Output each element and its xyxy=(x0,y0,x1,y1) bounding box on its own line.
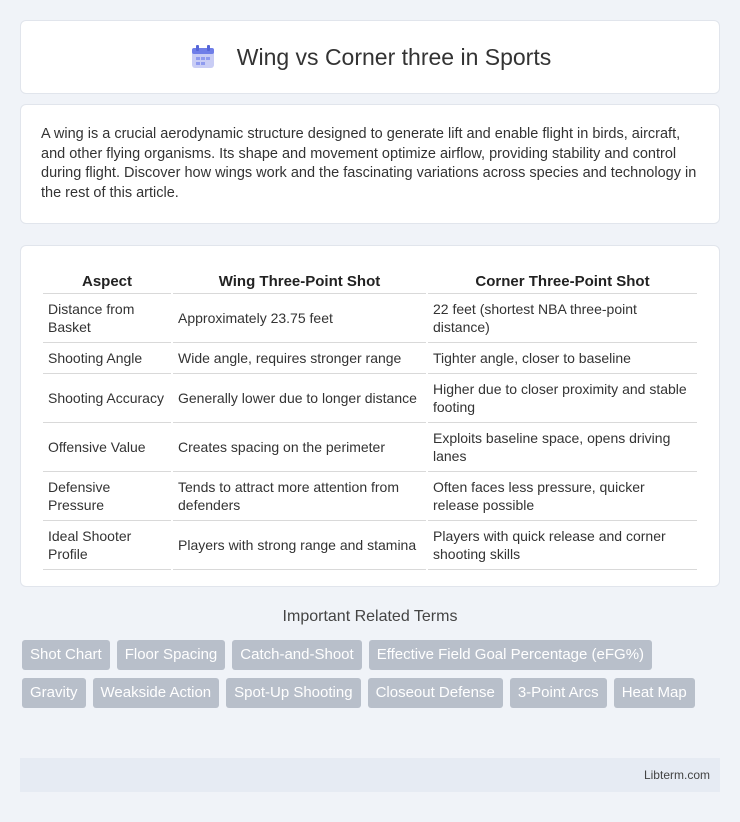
table-cell: Players with quick release and corner shooting skills xyxy=(428,521,697,570)
table-row xyxy=(43,374,697,423)
table-row xyxy=(43,423,697,472)
table-header-row xyxy=(43,266,697,294)
footer xyxy=(20,758,720,792)
related-terms-title: Important Related Terms xyxy=(282,608,458,625)
related-terms-list xyxy=(22,640,712,708)
related-term-tag[interactable]: Shot Chart xyxy=(22,640,110,670)
table-cell: Ideal Shooter Profile xyxy=(43,521,171,570)
related-term-tag[interactable]: Spot-Up Shooting xyxy=(226,678,360,708)
comparison-table xyxy=(41,266,699,570)
table-cell: Shooting Accuracy xyxy=(43,374,171,423)
table-row xyxy=(43,294,697,343)
related-term-tag[interactable]: Effective Field Goal Percentage (eFG%) xyxy=(369,640,652,670)
table-cell: Tends to attract more attention from defenders xyxy=(173,472,426,521)
footer-site-link[interactable]: Libterm.com xyxy=(643,768,710,782)
related-term-tag[interactable]: Catch-and-Shoot xyxy=(232,640,361,670)
related-term-tag[interactable]: Gravity xyxy=(22,678,86,708)
related-term-tag[interactable]: Closeout Defense xyxy=(368,678,503,708)
table-cell: Exploits baseline space, opens driving lanes xyxy=(428,423,697,472)
intro-card xyxy=(20,104,720,224)
related-term-tag[interactable]: Weakside Action xyxy=(93,678,220,708)
table-cell: Tighter angle, closer to baseline xyxy=(428,343,697,374)
table-cell: Distance from Basket xyxy=(43,294,171,343)
table-row xyxy=(43,521,697,570)
header-card xyxy=(20,20,720,94)
table-row xyxy=(43,472,697,521)
table-cell: Generally lower due to longer distance xyxy=(173,374,426,423)
intro-text: A wing is a crucial aerodynamic structure designed to generate lift and enable flight in birds, aircraft, and other flying organisms. Its shape and movement optimize airflow, providing stability and control during flight. Discover how wings work and the fascinating variations across species and technology in the rest of this article. xyxy=(41,126,697,201)
table-cell: 22 feet (shortest NBA three-point distance) xyxy=(428,294,697,343)
related-term-tag[interactable]: 3-Point Arcs xyxy=(510,678,607,708)
column-header-wing: Wing Three-Point Shot xyxy=(173,266,426,294)
calendar-icon xyxy=(189,43,217,71)
table-cell: Creates spacing on the perimeter xyxy=(173,423,426,472)
column-header-corner: Corner Three-Point Shot xyxy=(428,266,697,294)
table-cell: Defensive Pressure xyxy=(43,472,171,521)
table-cell: Wide angle, requires stronger range xyxy=(173,343,426,374)
table-cell: Higher due to closer proximity and stable footing xyxy=(428,374,697,423)
table-cell: Players with strong range and stamina xyxy=(173,521,426,570)
table-cell: Offensive Value xyxy=(43,423,171,472)
table-row xyxy=(43,343,697,374)
related-term-tag[interactable]: Heat Map xyxy=(614,678,695,708)
related-term-tag[interactable]: Floor Spacing xyxy=(117,640,226,670)
table-cell: Shooting Angle xyxy=(43,343,171,374)
table-cell: Approximately 23.75 feet xyxy=(173,294,426,343)
column-header-aspect: Aspect xyxy=(43,266,171,294)
table-cell: Often faces less pressure, quicker release possible xyxy=(428,472,697,521)
page-title: Wing vs Corner three in Sports xyxy=(236,43,552,70)
comparison-card xyxy=(20,245,720,587)
